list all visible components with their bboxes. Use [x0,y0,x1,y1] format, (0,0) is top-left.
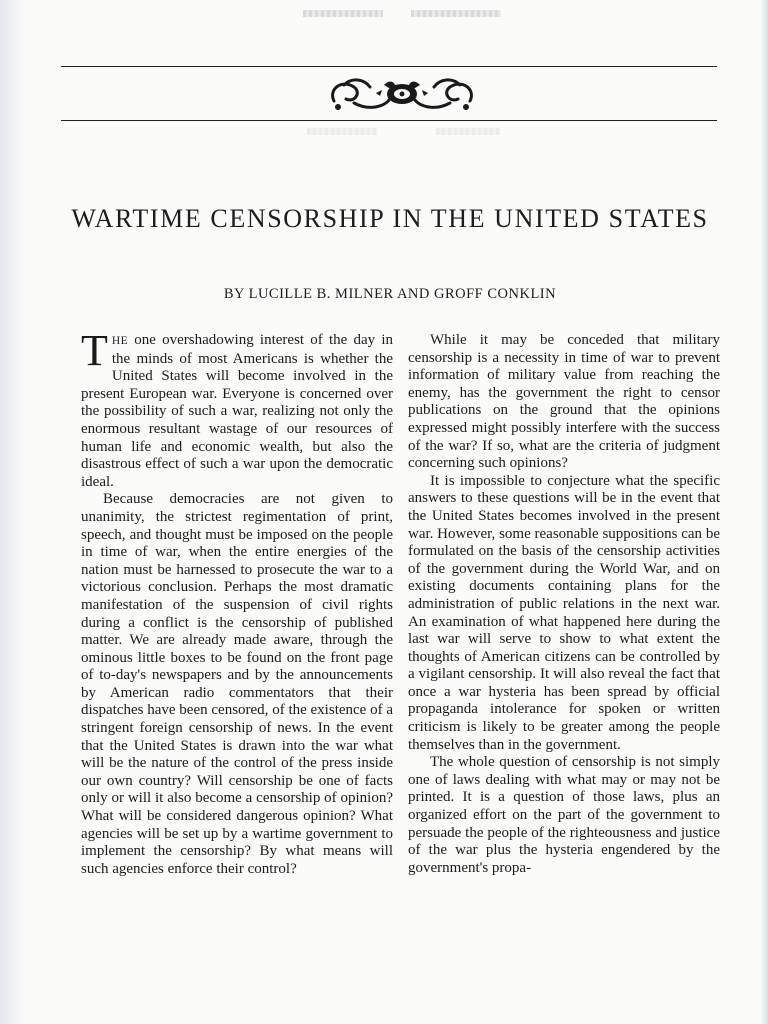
page-shadow-left [0,0,26,1024]
header-rule-top [61,66,717,67]
lead-in-text: HE [111,335,129,347]
show-through-text [303,10,383,17]
decorative-ornament-icon [324,73,480,115]
show-through-text [411,10,501,17]
text-column-left [81,326,393,878]
show-through-text [307,128,377,135]
article-title: WARTIME CENSORSHIP IN THE UNITED STATES [71,204,709,233]
show-through-text [436,128,500,135]
paragraph: While it may be conceded that military censorship is a necessity in time of war to prevent information of military value from reaching the enemy, has the government the right to censor publications on the ground that the opinions expressed might possibly interfere with the success of the war? If so, what are the criteria of judgment concerning such opinions? [408,332,720,472]
paragraph [81,326,393,491]
paragraph: Because democracies are not given to unanimity, the strictest regimentation of print, speech, and thought must be imposed on the people in time of war, when the entire energies of the nation must be harnessed to prosecute the war to a victorious conclusion. Perhaps the most dramatic manifestation of the suspension of civil rights during a conflict is the censorship of published matter. We are already made aware, through the ominous little boxes to be found on the front page of to-day's newspapers and by the announcements by American radio commentators that their dispatches have been censored, of the existence of a stringent foreign censorship of news. In the event that the United States is drawn into the war what will be the nature of the control of the press inside our own country? Will censorship be one of facts only or will it also become a censorship of opinion? What will be considered dangerous opinion? What agencies will be set up by a wartime government to implement the censorship? By what means will such agencies enforce their control? [81,491,393,877]
text-column-right [408,332,720,877]
header-rule-bottom [61,120,717,121]
page-shadow-right [760,0,768,1024]
paragraph-text: one overshadowing interest of the day in the minds of most Americans is whether the United States will become involved in the present European war. Everyone is concerned over the possibility of such a war, realizing not only the enormous resultant wastage of our resources of human life and economic wealth, but also the disastrous effect of such a war upon the democratic ideal. [81,332,393,490]
paragraph: The whole question of censorship is not simply one of laws dealing with what may or may not be printed. It is a question of those laws, plus an organized effort on the part of the government to persuade the people of the righteousness and justice of the war plus the hysteria engendered by the government's propa- [408,754,720,876]
drop-cap: T [81,326,108,375]
article-byline: BY LUCILLE B. MILNER AND GROFF CONKLIN [223,286,557,302]
paragraph: It is impossible to conjecture what the specific answers to these questions will be in the event that the United States becomes involved in the present war. However, some reasonable suppositions can be formulated on the basis of the censorship activities of the government during the World War, and on existing documents containing plans for the administration of public relations in the next war. An examination of what happened here during the last war will serve to show to what extent the thoughts of American citizens can be controlled by a vigilant censorship. It will also reveal the fact that once a war hysteria has been spread by official propaganda intolerance for spoken or written criticism is likely to be greater among the people themselves than in the government. [408,472,720,753]
